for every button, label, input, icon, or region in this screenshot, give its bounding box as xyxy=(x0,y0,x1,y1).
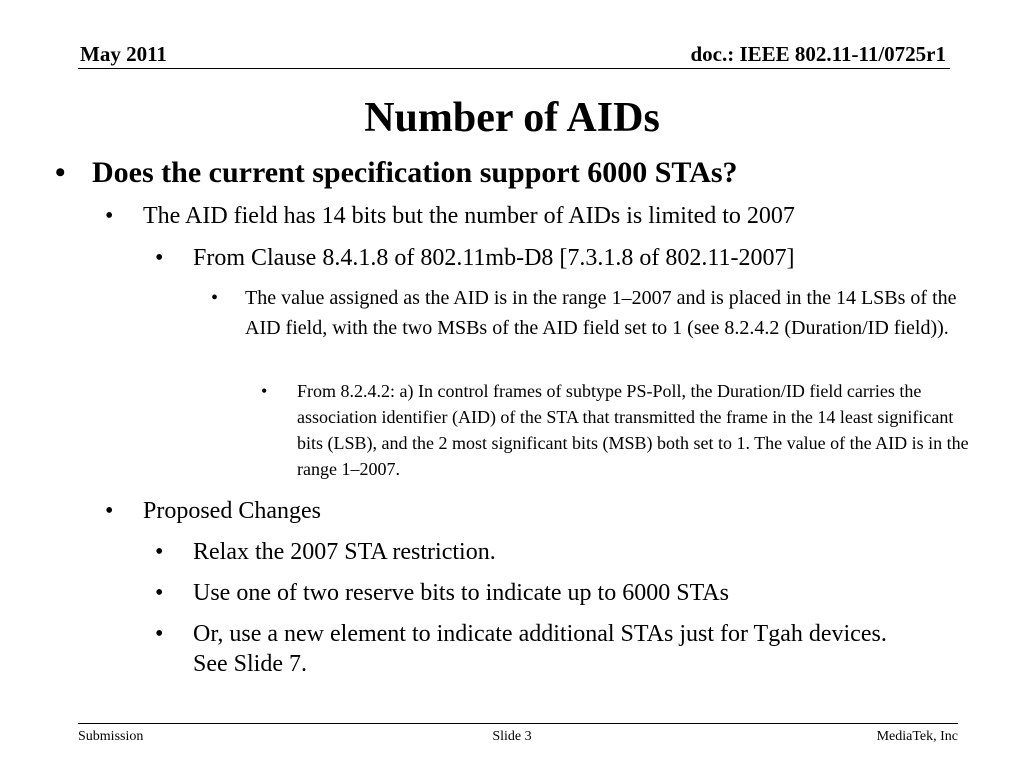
bullet-level0-question xyxy=(55,156,972,190)
footer-company: MediaTek, Inc xyxy=(876,729,958,744)
bullet-icon: • xyxy=(105,203,114,229)
bullet-icon: • xyxy=(211,287,219,309)
bullet-text: From 8.2.4.2: a) In control frames of subtype PS-Poll, the Duration/ID field carries the association identifier (AID) of the STA that transmitted the frame in the 14 least significant bits (LSB), and the 2 most significant bits (MSB) both set to 1. The value of the AID is in the range 1–2007. xyxy=(297,381,969,479)
bullet-level2-relax xyxy=(155,537,963,567)
bullet-level2-new-element xyxy=(155,619,923,679)
bullet-icon: • xyxy=(155,539,164,565)
footer-slide-number: Slide 3 xyxy=(492,729,532,744)
header-date: May 2011 xyxy=(80,42,167,66)
bullet-level1-proposed-changes xyxy=(105,496,963,526)
header-doc-id: doc.: IEEE 802.11-11/0725r1 xyxy=(690,42,946,66)
bullet-level1-aid-field xyxy=(105,201,963,231)
bullet-icon: • xyxy=(155,621,164,647)
bullet-icon: • xyxy=(155,245,164,271)
bullet-text: Or, use a new element to indicate additional STAs just for Tgah devices. See Slide 7. xyxy=(193,621,887,677)
header-divider xyxy=(78,68,950,69)
bullet-level2-reserve-bits xyxy=(155,578,963,608)
bullet-text: The AID field has 14 bits but the number of AIDs is limited to 2007 xyxy=(143,203,795,229)
footer-divider xyxy=(78,723,958,724)
bullet-icon: • xyxy=(155,580,164,606)
bullet-icon: • xyxy=(55,156,66,189)
bullet-text: The value assigned as the AID is in the range 1–2007 and is placed in the 14 LSBs of the AID field, with the two MSBs of the AID field set to 1 (see 8.2.4.2 (Duration/ID field)). xyxy=(245,287,957,339)
bullet-icon: • xyxy=(105,498,114,524)
bullet-text: Use one of two reserve bits to indicate up to 6000 STAs xyxy=(193,580,729,606)
bullet-text: Relax the 2007 STA restriction. xyxy=(193,539,496,565)
slide-title: Number of AIDs xyxy=(364,95,660,141)
bullet-level2-clause xyxy=(155,243,963,273)
footer-submission: Submission xyxy=(78,729,144,744)
bullet-text: Proposed Changes xyxy=(143,498,321,524)
bullet-level3-aid-range xyxy=(211,283,965,343)
bullet-icon: • xyxy=(261,381,268,401)
bullet-text: From Clause 8.4.1.8 of 802.11mb-D8 [7.3.1.8 of 802.11-2007] xyxy=(193,245,795,271)
bullet-level4-ps-poll xyxy=(261,378,977,482)
bullet-text: Does the current specification support 6000 STAs? xyxy=(92,156,738,189)
